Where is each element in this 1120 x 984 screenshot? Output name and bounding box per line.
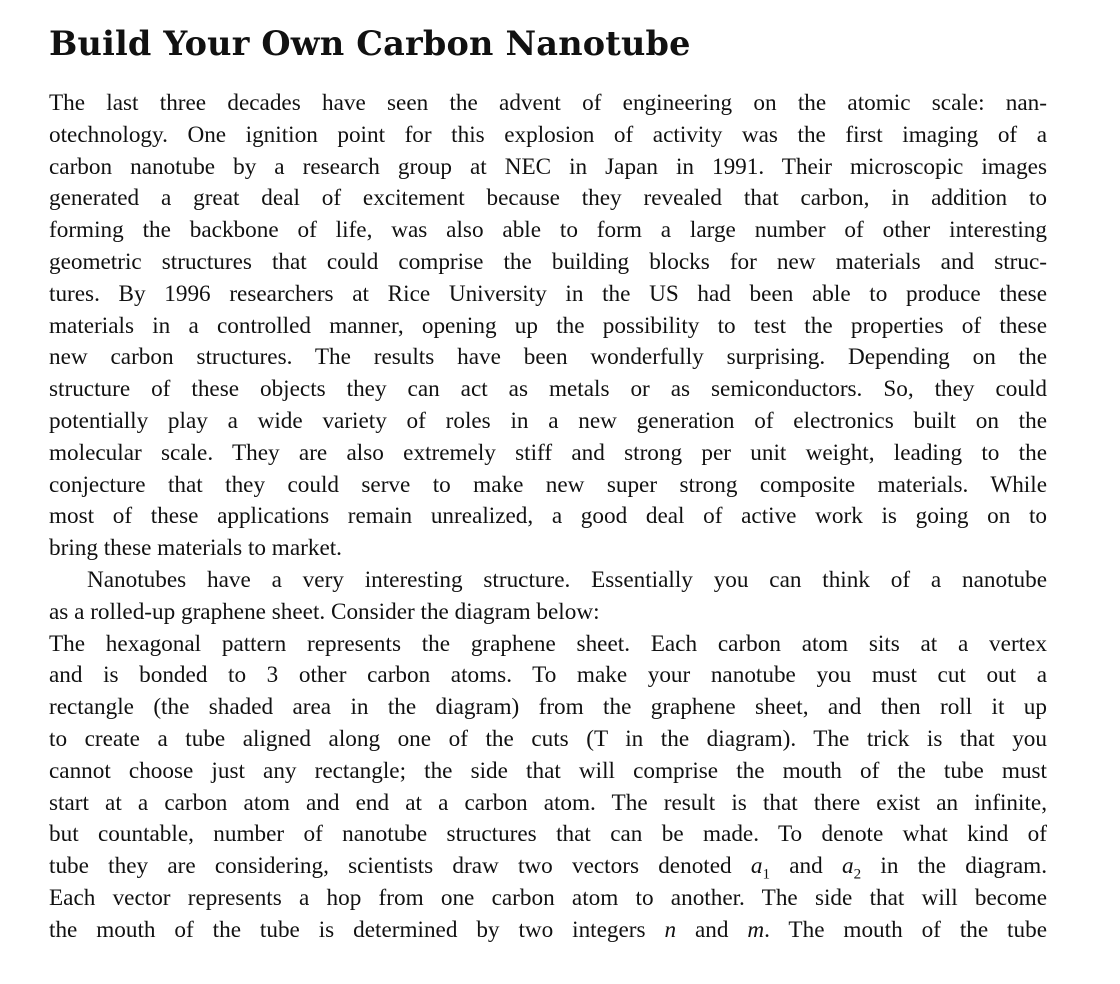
paragraph-graphene [49, 629, 1047, 947]
text-line: tures. By 1996 researchers at Rice University in the US had been able to produce these [49, 280, 1047, 307]
text-line: carbon nanotube by a research group at NEC in Japan in 1991. Their microscopic images [49, 153, 1047, 180]
text-line: and is bonded to 3 other carbon atoms. To make your nanotube you must cut out a [49, 662, 1047, 689]
text-line: most of these applications remain unrealized, a good deal of active work is going on to [49, 503, 1047, 530]
integer-m-symbol: m [747, 916, 765, 943]
vector-a1-subscript: 1 [762, 866, 770, 883]
text-line: The last three decades have seen the advent of engineering on the atomic scale: nan- [49, 90, 1047, 116]
text-segment: and [770, 853, 842, 880]
text-line: Each vector represents a hop from one carbon atom to another. The side that will become [49, 884, 1047, 911]
vector-a2-symbol: a [841, 853, 854, 880]
text-line: structure of these objects they can act as metals or as semiconductors. So, they could [49, 376, 1047, 403]
paragraph-structure [49, 565, 1047, 629]
text-line-mouth [49, 915, 1047, 947]
text-line: Nanotubes have a very interesting structure. Essentially you can think of a nanotube [87, 566, 1047, 593]
text-segment: . The mouth of the tube [764, 916, 1047, 943]
vector-a2-subscript: 2 [853, 866, 862, 883]
text-line: The hexagonal pattern represents the graphene sheet. Each carbon atom sits at a vertex [49, 630, 1047, 657]
text-segment: in the diagram. [861, 853, 1047, 880]
body-text [49, 88, 1047, 947]
text-line: new carbon structures. The results have been wonderfully surprising. Depending on the [49, 344, 1047, 371]
integer-n-symbol: n [664, 916, 677, 943]
text-line: generated a great deal of excitement because they revealed that carbon, in addition to [49, 185, 1047, 212]
text-line: as a rolled-up graphene sheet. Consider the diagram below: [49, 598, 600, 625]
text-line: to create a tube aligned along one of the cuts (T in the diagram). The trick is that you [49, 725, 1047, 752]
text-segment: tube they are considering, scientists draw two vectors denoted [49, 853, 751, 880]
text-line: forming the backbone of life, was also able to form a large number of other interesting [49, 217, 1047, 244]
vector-a1-symbol: a [750, 853, 763, 880]
text-line: cannot choose just any rectangle; the side that will comprise the mouth of the tube must [49, 757, 1047, 784]
text-line: materials in a controlled manner, opening up the possibility to test the properties of these [49, 312, 1047, 339]
text-line: but countable, number of nanotube structures that can be made. To denote what kind of [49, 821, 1047, 848]
text-segment: the mouth of the tube is determined by two integers [49, 916, 665, 943]
text-line: conjecture that they could serve to make new super strong composite materials. While [49, 471, 1047, 498]
text-line: geometric structures that could comprise the building blocks for new materials and struc- [49, 248, 1047, 275]
text-line: start at a carbon atom and end at a carbon atom. The result is that there exist an infinite, [49, 789, 1047, 816]
document-page [49, 22, 1047, 947]
text-line: potentially play a wide variety of roles in a new generation of electronics built on the [49, 407, 1047, 434]
text-line: bring these materials to market. [49, 535, 342, 562]
document-title: Build Your Own Carbon Nanotube [49, 24, 691, 63]
text-segment: and [676, 916, 748, 943]
text-line-vectors [49, 851, 1047, 883]
text-line: otechnology. One ignition point for this explosion of activity was the first imaging of a [49, 121, 1047, 148]
text-line: molecular scale. They are also extremely stiff and strong per unit weight, leading to the [49, 439, 1047, 466]
paragraph-intro [49, 88, 1047, 565]
text-line: rectangle (the shaded area in the diagram) from the graphene sheet, and then roll it up [49, 694, 1047, 721]
